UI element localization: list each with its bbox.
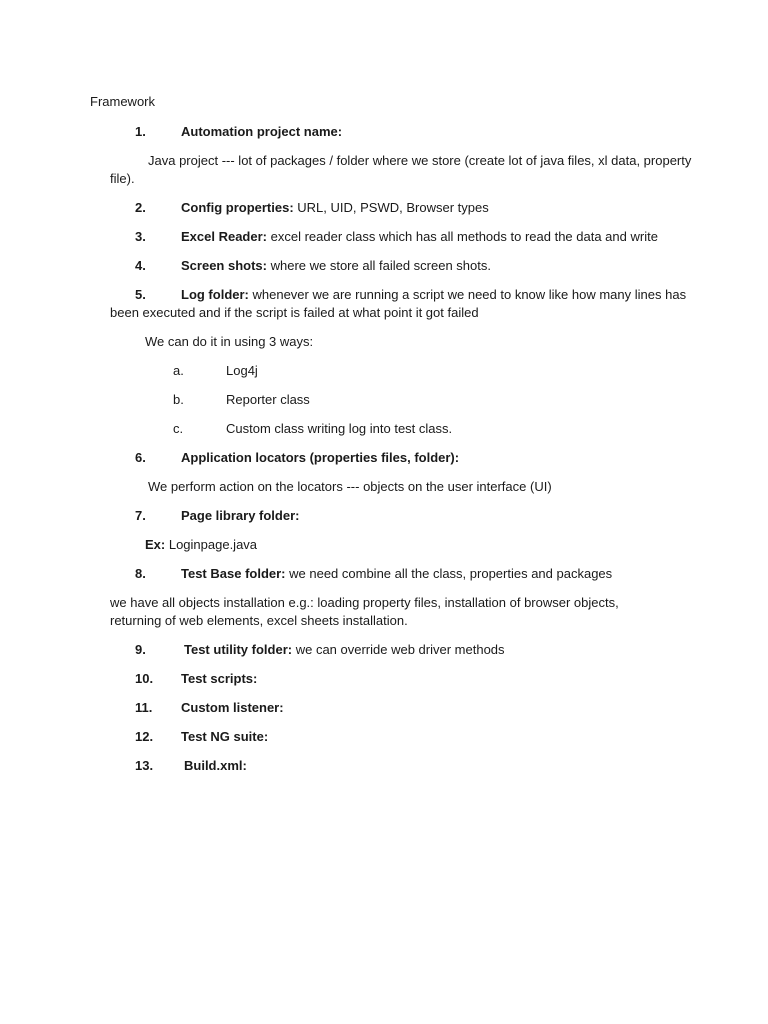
example-text: Loginpage.java — [165, 537, 258, 552]
item-label: Test utility folder: — [184, 642, 293, 657]
test-base-text-cont: returning of web elements, excel sheets installation. — [110, 613, 408, 628]
locators-text: We perform action on the locators --- objects on the user interface (UI) — [148, 479, 552, 494]
item-label: Test Base folder: — [181, 566, 286, 581]
example-line — [145, 537, 257, 553]
java-project-text-cont: file). — [110, 171, 135, 186]
item-3 — [181, 229, 658, 245]
item-number: 11. — [135, 700, 153, 715]
item-text: where we store all failed screen shots. — [266, 258, 491, 273]
item-label: Log folder: — [181, 287, 249, 302]
item-number: 3. — [135, 229, 146, 244]
item-number: 2. — [135, 200, 146, 215]
item-number: 12. — [135, 729, 154, 744]
item-13 — [184, 758, 247, 774]
item-label: Config properties: — [181, 200, 294, 215]
item-number: 7. — [135, 508, 146, 523]
way-text: Custom class writing log into test class. — [226, 421, 453, 436]
item-number: 13. — [135, 758, 154, 773]
log-folder-text-cont: been executed and if the script is failed at what point it got failed — [110, 305, 479, 320]
item-label: Test scripts: — [181, 671, 258, 686]
item-number: 4. — [135, 258, 146, 273]
item-1 — [181, 124, 342, 140]
item-label: Automation project name: — [181, 124, 343, 139]
item-label: Screen shots: — [181, 258, 267, 273]
item-text: excel reader class which has all methods to read the data and write — [267, 229, 658, 244]
item-number: 5. — [135, 287, 146, 302]
item-number: 6. — [135, 450, 146, 465]
item-9 — [184, 642, 505, 658]
way-text: Reporter class — [226, 392, 310, 407]
item-10 — [181, 671, 257, 687]
item-text: we can override web driver methods — [292, 642, 505, 657]
item-7 — [181, 508, 299, 524]
item-12 — [181, 729, 268, 745]
item-number: 10. — [135, 671, 154, 686]
java-project-text: Java project --- lot of packages / folder where we store (create lot of java files, xl data, property — [148, 153, 692, 168]
way-letter: a. — [173, 363, 184, 378]
item-label: Excel Reader: — [181, 229, 267, 244]
test-base-text: we have all objects installation e.g.: loading property files, installation of browser objects, — [110, 595, 619, 610]
way-letter: c. — [173, 421, 184, 436]
document-title: Framework — [90, 94, 156, 109]
way-text: Log4j — [226, 363, 258, 378]
item-text: URL, UID, PSWD, Browser types — [293, 200, 489, 215]
item-text: whenever we are running a script we need to know like how many lines has — [248, 287, 687, 302]
item-label: Build.xml: — [184, 758, 247, 773]
item-label: Test NG suite: — [181, 729, 269, 744]
item-2 — [181, 200, 489, 216]
item-4 — [181, 258, 491, 274]
example-label: Ex: — [145, 537, 166, 552]
item-5 — [181, 287, 686, 303]
item-text: we need combine all the class, properties and packages — [285, 566, 613, 581]
item-8 — [181, 566, 612, 582]
item-number: 1. — [135, 124, 146, 139]
item-label: Page library folder: — [181, 508, 300, 523]
item-11 — [181, 700, 284, 716]
item-label: Application locators (properties files, folder): — [181, 450, 460, 465]
item-number: 9. — [135, 642, 146, 657]
way-letter: b. — [173, 392, 184, 407]
item-label: Custom listener: — [181, 700, 284, 715]
ways-intro: We can do it in using 3 ways: — [145, 334, 314, 349]
item-6 — [181, 450, 459, 466]
item-number: 8. — [135, 566, 146, 581]
